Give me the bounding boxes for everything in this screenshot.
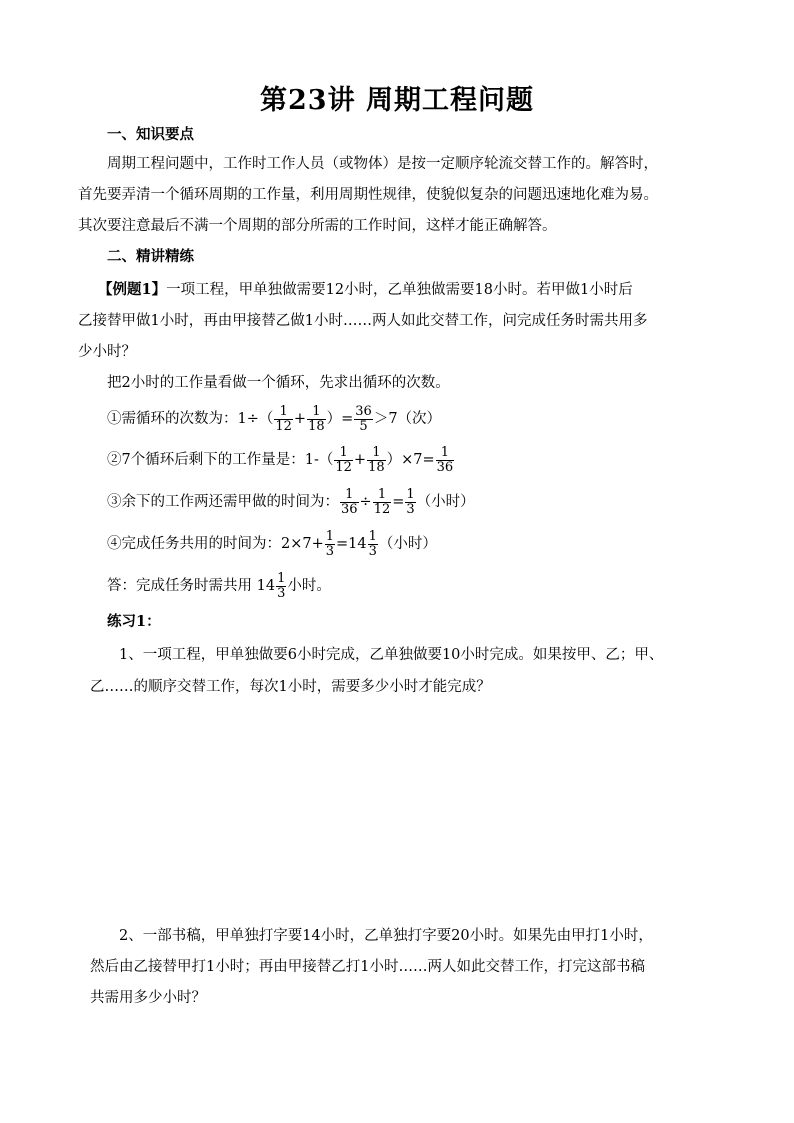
divide-sign: ÷ — [359, 494, 372, 510]
step-3 — [107, 485, 475, 519]
intro-line-3: 其次要注意最后不满一个周期的部分所需的工作时间，这样才能正确解答。 — [78, 218, 557, 234]
answer-line — [107, 569, 331, 603]
example-line-1 — [98, 280, 633, 300]
step-4-equals: =14 — [336, 536, 367, 552]
step-3-unit: （小时） — [416, 494, 475, 510]
section-heading-practice: 二、精讲精练 — [107, 248, 194, 265]
practice-q1-line-1: 1、一项工程，甲单独做要6小时完成，乙单独做要10小时完成。如果按甲、乙；甲、 — [119, 647, 664, 663]
step-4 — [107, 527, 437, 561]
practice-q1-line-2: 乙……的顺序交替工作，每次1小时，需要多少小时才能完成？ — [90, 679, 491, 695]
step-2-text: ②7个循环后剩下的工作量是：1-（ — [107, 452, 334, 468]
fraction: $\frac{1}{3}$ — [325, 528, 335, 559]
fraction: $\frac{1}{12}$ — [275, 403, 292, 434]
practice-heading: 练习1： — [107, 613, 161, 630]
practice-q2-line-3: 共需用多少小时？ — [90, 990, 206, 1006]
fraction: $\frac{1}{3}$ — [406, 486, 415, 517]
example-tag: 【例题1】 — [98, 281, 167, 298]
section-heading-knowledge: 一、知识要点 — [107, 126, 194, 143]
step-1-text: ①需循环的次数为：1÷（ — [107, 411, 274, 427]
page-title: 第23讲 周期工程问题 — [260, 85, 534, 116]
step-4-unit: （小时） — [378, 536, 437, 552]
fraction: $\frac{1}{12}$ — [335, 444, 352, 475]
step-1 — [107, 402, 441, 436]
practice-q2-line-1: 2、一部书稿，甲单独打字要14小时，乙单独打字要20小时。如果先由甲打1小时， — [119, 928, 653, 944]
fraction: $\frac{1}{18}$ — [368, 444, 385, 475]
fraction: $\frac{1}{36}$ — [341, 486, 358, 517]
example-line-3: 少小时？ — [78, 344, 136, 360]
step-2 — [107, 443, 455, 477]
step-1-result: ＞7（次） — [373, 411, 442, 427]
plus-sign: + — [353, 452, 367, 468]
intro-line-1: 周期工程问题中，工作时工作人员（或物体）是按一定顺序轮流交替工作的。解答时， — [107, 156, 658, 172]
intro-line-2: 首先要弄清一个循环周期的工作量，利用周期性规律，使貌似复杂的问题迅速地化难为易。 — [78, 187, 658, 203]
answer-text: 答：完成任务时需共用 14 — [107, 578, 276, 594]
fraction: $\frac{1}{18}$ — [308, 403, 325, 434]
plus-sign: + — [293, 411, 307, 427]
fraction: $\frac{1}{12}$ — [373, 486, 391, 517]
fraction: $\frac{1}{36}$ — [436, 444, 454, 475]
example-text-1: 一项工程，甲单独做需要12小时，乙单独做需要18小时。若甲做1小时后 — [166, 282, 633, 298]
step-1-equals: ）= — [326, 411, 354, 427]
example-line-2: 乙接替甲做1小时，再由甲接替乙做1小时……两人如此交替工作，问完成任务时需共用多 — [78, 313, 648, 329]
practice-q2-line-2: 然后由乙接替甲打1小时；再由甲接替乙打1小时……两人如此交替工作，打完这部书稿 — [90, 959, 645, 975]
example-hint: 把2小时的工作量看做一个循环，先求出循环的次数。 — [107, 375, 450, 391]
fraction: $\frac{1}{3}$ — [368, 528, 377, 559]
fraction: $\frac{36}{5}$ — [355, 403, 372, 434]
step-3-text: ③余下的工作两还需甲做的时间为： — [107, 494, 339, 510]
equals-sign: = — [392, 494, 405, 510]
step-2-times: ）×7= — [386, 452, 435, 468]
fraction: $\frac{1}{3}$ — [277, 570, 286, 601]
step-4-text: ④完成任务共用的时间为：2×7+ — [107, 536, 324, 552]
answer-unit: 小时。 — [287, 578, 331, 594]
